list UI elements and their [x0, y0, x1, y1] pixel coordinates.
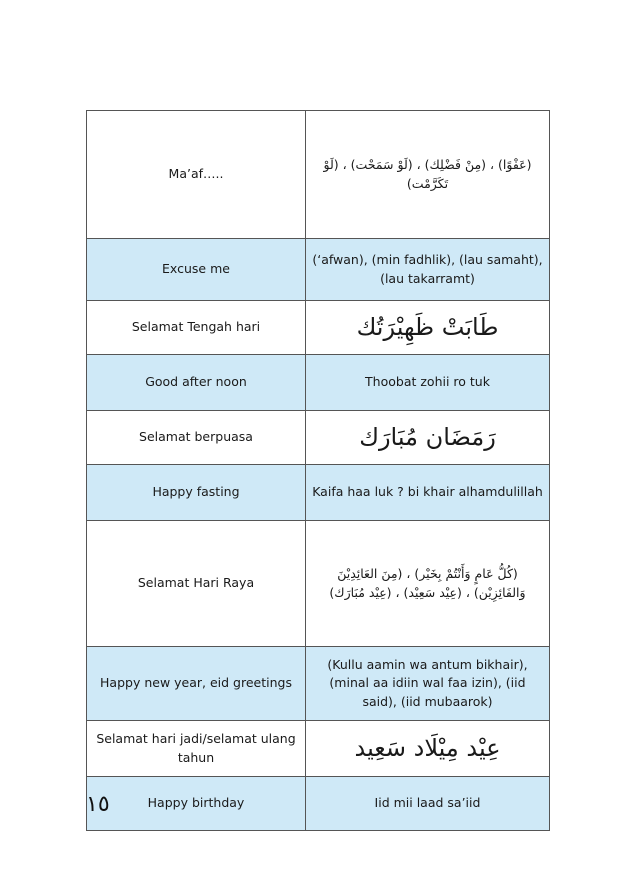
arabic-phrase: (عَفْوًا) ، (مِنْ فَضْلِك) ، (لَوْ سَمَحْت) ، (لَوْ تَكَرَّمْت) — [306, 111, 550, 239]
english-phrase: Good after noon — [87, 355, 306, 411]
transliteration: (‘afwan), (min fadhlik), (lau samaht), (lau takarramt) — [306, 239, 550, 301]
transliteration: Iid mii laad sa’iid — [306, 777, 550, 831]
transliteration: Thoobat zohii ro tuk — [306, 355, 550, 411]
table-row — [87, 647, 550, 721]
malay-phrase: Selamat berpuasa — [87, 411, 306, 465]
malay-phrase: Selamat Tengah hari — [87, 301, 306, 355]
arabic-phrase: رَمَضَان مُبَارَك — [306, 411, 550, 465]
transliteration: Kaifa haa luk ? bi khair alhamdulillah — [306, 465, 550, 521]
english-phrase: Happy birthday — [87, 777, 306, 831]
table-row — [87, 411, 550, 465]
table-row — [87, 111, 550, 239]
arabic-phrase: طَابَتْ ظَهِيْرَتُك — [306, 301, 550, 355]
malay-phrase: Selamat Hari Raya — [87, 521, 306, 647]
transliteration: (Kullu aamin wa antum bikhair), (minal aa idiin wal faa izin), (iid said), (iid mubaarok) — [306, 647, 550, 721]
page-number: ١٥ — [86, 792, 110, 817]
table-row — [87, 521, 550, 647]
english-phrase: Excuse me — [87, 239, 306, 301]
arabic-phrase: عِيْد مِيْلَاد سَعِيد — [306, 721, 550, 777]
table-row — [87, 721, 550, 777]
table-row — [87, 465, 550, 521]
table-row — [87, 301, 550, 355]
english-phrase: Happy fasting — [87, 465, 306, 521]
malay-phrase: Ma’af….. — [87, 111, 306, 239]
table-row — [87, 239, 550, 301]
malay-phrase: Selamat hari jadi/selamat ulang tahun — [87, 721, 306, 777]
english-phrase: Happy new year, eid greetings — [87, 647, 306, 721]
table-row — [87, 355, 550, 411]
phrase-table — [86, 110, 550, 831]
arabic-phrase: (كُلُّ عَامٍ وَأَنْتُمْ بِخَيْر) ، (مِنَ العَائِدِيْنَ وَالفَائِزِيْن) ، (عِيْد سَعِيْد) ، (عِيْد مُبَارَك) — [306, 521, 550, 647]
table-row — [87, 777, 550, 831]
